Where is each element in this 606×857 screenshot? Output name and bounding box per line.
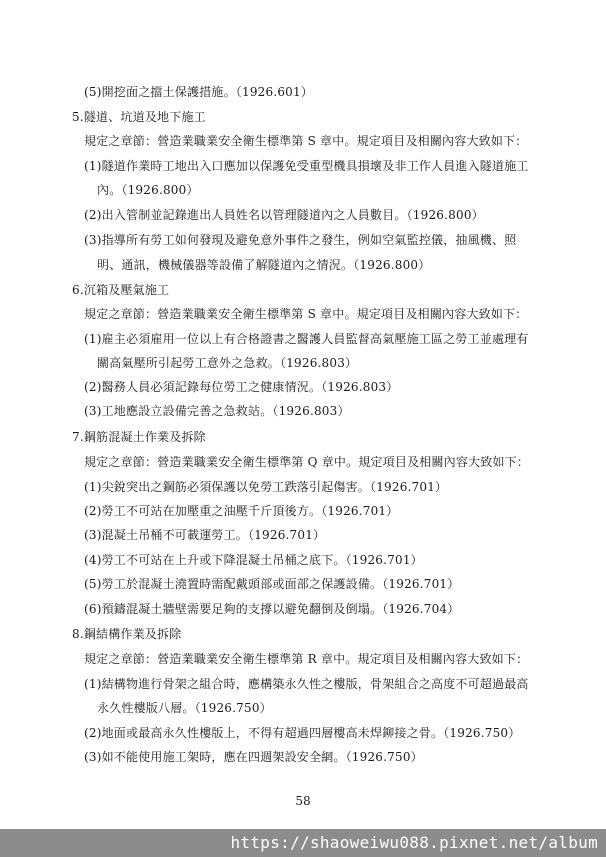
paragraph: 規定之章節：營造業職業安全衛生標準第 Q 章中。規定項目及相關內容大致如下：: [84, 455, 530, 469]
watermark-url: https://shaoweiwu088.pixnet.net/album: [230, 833, 598, 852]
list-item: (1)結構物進行骨架之組合時，應構築永久性之樓版，骨架組合之高度不可超過最高: [84, 677, 529, 691]
list-item: (6)預鑄混凝土牆壁需要足夠的支撐以避免翻倒及倒塌。（1926.704）: [84, 602, 460, 616]
list-item: (3)如不能使用施工架時，應在四週架設安全網。（1926.750）: [84, 750, 423, 764]
list-item: (1)尖銳突出之鋼筋必須保護以免勞工跌落引起傷害。（1926.701）: [84, 480, 448, 494]
page-number: 58: [295, 794, 311, 808]
list-item: (3)混凝土吊桶不可載運勞工。（1926.701）: [84, 528, 326, 542]
list-item: (2)地面或最高永久性樓版上，不得有超過四層樓高未焊鉚接之骨。（1926.750）: [84, 726, 521, 740]
list-item: (2)醫務人員必須記錄每位勞工之健康情況。（1926.803）: [84, 380, 399, 394]
list-item-continuation: 明、通訊，機械儀器等設備了解隧道內之情況。（1926.800）: [97, 258, 431, 272]
list-item: (5)開挖面之擋土保護措施。（1926.601）: [84, 85, 314, 99]
list-item: (2)出入管制並記錄進出人員姓名以管理隧道內之人員數目。（1926.800）: [84, 208, 484, 222]
section-heading: 5.隧道、坑道及地下施工: [72, 110, 206, 124]
watermark-bar: [0, 829, 606, 857]
list-item: (5)勞工於混凝土澆置時需配戴頭部或面部之保護設備。（1926.701）: [84, 577, 460, 591]
list-item-continuation: 關高氣壓所引起勞工意外之急救。（1926.803）: [97, 356, 358, 370]
list-item: (3)指導所有勞工如何發現及避免意外事件之發生，例如空氣監控儀，抽風機、照: [84, 233, 517, 247]
list-item: (1)隧道作業時工地出入口應加以保護免受重型機具損壞及非工作人員進入隧道施工: [84, 159, 529, 173]
list-item: (2)勞工不可站在加壓重之油壓千斤頂後方。（1926.701）: [84, 504, 399, 518]
list-item-continuation: 永久性樓版八層。（1926.750）: [97, 701, 272, 715]
paragraph: 規定之章節：營造業職業安全衛生標準第 R 章中。規定項目及相關內容大致如下：: [84, 652, 529, 666]
section-heading: 7.鋼筋混凝土作業及拆除: [72, 430, 206, 444]
section-heading: 8.鋼結構作業及拆除: [72, 627, 182, 641]
section-heading: 6.沉箱及壓氣施工: [72, 283, 170, 297]
list-item-continuation: 內。（1926.800）: [97, 183, 199, 197]
paragraph: 規定之章節：營造業職業安全衛生標準第 S 章中。規定項目及相關內容大致如下：: [84, 307, 528, 321]
list-item: (3)工地應設立設備完善之急救站。（1926.803）: [84, 404, 350, 418]
list-item: (4)勞工不可站在上升或下降混凝土吊桶之底下。（1926.701）: [84, 553, 423, 567]
paragraph: 規定之章節：營造業職業安全衛生標準第 S 章中。規定項目及相關內容大致如下：: [84, 134, 528, 148]
list-item: (1)雇主必須雇用一位以上有合格證書之醫護人員監督高氣壓施工區之勞工並處理有: [84, 332, 529, 346]
